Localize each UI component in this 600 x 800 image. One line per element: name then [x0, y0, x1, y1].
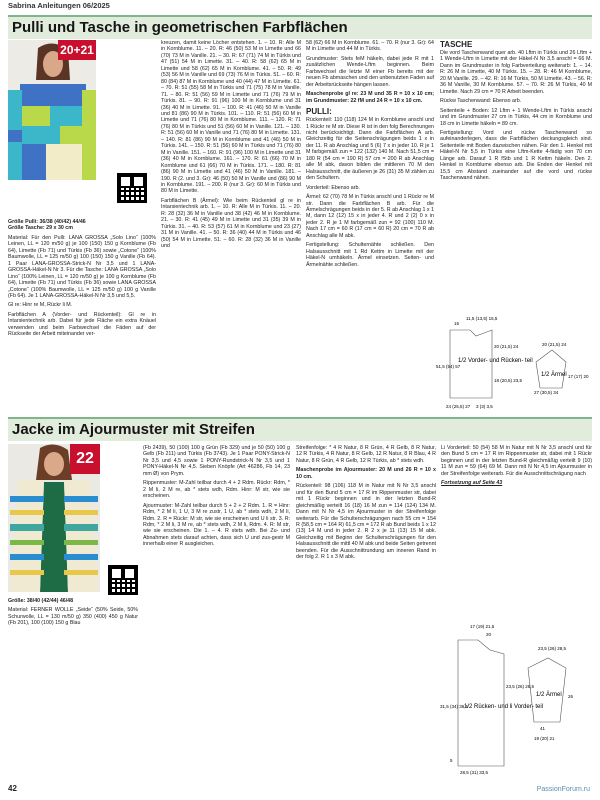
material-text: Material: FERNER WOLLE „Seide“ (50% Seide, 50% Schurwolle, LL = 130 m/50 g) 350 (400) 450 g Natur (Fb 201), 100 (100) 150 g Blau — [8, 607, 138, 627]
schematic-label: 1/2 Rücken- und li Vorder- teil — [464, 704, 544, 710]
pattern-number-badge: 20+21 — [58, 40, 96, 60]
schematic-label: 1/2 Vorder- und Rücken- teil — [458, 358, 533, 364]
dimension-label: 17 (17) 20 — [568, 374, 589, 379]
dimension-label: 5 — [450, 758, 453, 763]
pattern-number-badge: 22 — [70, 444, 100, 474]
section-title-bar — [8, 15, 592, 39]
dimension-label: 27 (30,5) 34 — [534, 390, 559, 395]
dimension-label: 15 — [454, 321, 460, 326]
dimension-label: 18 (20,5) 23,5 — [494, 378, 523, 383]
page-number: 42 — [8, 784, 17, 793]
qr-code-icon[interactable] — [108, 565, 138, 595]
text-paragraph: 58 (62) 66 M in Kornblume. 61. – 70. R (nur 3. Gr): 64 M in Limette und 44 M in Türkis. — [306, 40, 434, 53]
qr-code-icon[interactable] — [117, 173, 147, 203]
material-cont-text: (Fb 2439), 50 (100) 100 g Grün (Fb 329) und je 50 (50) 100 g Gelb (Fb 211) und Türkis (Fb 3743). Je 1 Paar PONY-Strick-N Nr 3,5 und 4,5 sowie 1 PONY-Rundstrick-N Nr 3,5 und 1 PONY-Häkel-N Nr 4,5. Sieben Knöpfe (Art 46286, Fb 14, 23 mm Ø) von Prym. — [143, 445, 290, 477]
text-column — [296, 445, 436, 780]
colour-rows-text: kreuzen, damit keine Löcher entstehen. 1. – 10. R: Alle M in Kornblume. 11. – 20. R: 46 (50) 53 M in Limette und 66 (70) 73 M in Vanille. 21. – 30. R: 67 (71) 74 M in Türkis und 47 (51) 54 M in Limette. 31. – 40. R: 58 (62) 65 M in Limette und 58 (62) 65 M in Kornblume. 41. – 50. R: 49 (53) 56 M in Vanille und 69 (73) 76 M in Türkis. 51. – 60. R: 80 (84) 87 M in Kornblume und 40 (44) 47 M in Limette. 61. – 70. R: 51 (55) 58 M in Türkis und 71 (75) 78 M in Vanille. 71. – 80. R: 51 (56) 59 M in Limette und 71 (76) 79 M in Türkis. 81. – 90. R: 91 (96) 100 M in Kornblume und 31 (36) 40 M in Limette. 91. – 100. R: 41 (46) 50 M in Vanille und 81 (86) 90 M in Türkis. 101. – 110. R: 51 (56) 60 M in Limette und 71 (76) 80 M in Kornblume. 111. – 120. R: 71 (76) 80 M in Türkis und 51 (56) 60 M in Vanille. 121. – 130. R: 51 (56) 60 M in Vanille und 71 (76) 80 M in Limette. 131. – 140. R: 81 (86) 90 M in Kornblume und 41 (46) 50 M in Türkis. 141. – 150. R: 51 (56) 60 M in Türkis und 71 (76) 80 M in Vanille. 151. – 160. R: 91 (96) 100 M in Limette und 31 (36) 40 M in Kornblume. 161. – 170. R: 61 (66) 70 M in Kornblume und 61 (66) 70 M in Türkis. 171. – 180. R: 81 (86) 90 M in Limette und 41 (46) 50 M in Vanille. 181. – 190. R (2. und 3. Gr): 46 (50) 50 M in Vanille und (86) 90 M in Kornblume. 191. – 200. R (nur 3. Gr): 60 M in Türkis und 80 M in Limette. — [161, 40, 301, 195]
magazine-header: Sabrina Anleitungen 06/2025 — [8, 1, 110, 10]
bag-sides-text: Seitenteile + Boden: 12 Lftm + 1 Wende-Lftm in Türkis anschl und im Grundmuster 27 cm in Türkis, 44 cm in Kornblume und 18 cm in Limette häkeln = 89 cm. — [440, 107, 592, 127]
dimension-label: 3 (3) 3,5 — [476, 404, 493, 409]
finishing-text: Fertigstellung: Schulternähte schließen. Den Halsausschnitt mit 1 Rd Kettm in Limette mit der Häkel-N umhäkeln. Ärmel einsetzen. Seiten- und Ärmelnähte schließen. — [306, 242, 434, 268]
gauge-text: Maschenprobe gl re: 23 M und 35 R = 10 x 10 cm; im Grundmuster: 22 fM und 24 R = 10 x 10 cm. — [306, 91, 434, 104]
dimension-label: 20 (21,5) 24 — [494, 344, 519, 349]
schematic-label: 1/2 Ärmel — [536, 692, 562, 698]
watermark: PassionForum.ru — [536, 786, 590, 793]
back-text: Rückenteil: 110 (118) 124 M in Kornblume anschl und 1 Rückr re M str. Diese R ist in den folg Berechnungen nicht berücksichtigt. Dann die Farbflächen A arb. Gleichzeitig für die Seitenschrägungen beids 1 x in der 11. R ab Anschlag und 5 (6) 7 x in jeder 10. R je 1 M farbgemäß zun = 122 (132) 140 M. Nach 51,5 cm = 180 R (54 cm = 190 R) 57 cm = 200 R ab Anschlag alle M abk, davon bilden die mittleren 70 M den Halsausschnitt, die äußeren je 26 (31) 35 M zählen zu den Schultern. — [306, 117, 434, 182]
basic-pattern-text: Grundmuster: Stets feM häkeln, dabei jede R mit 1 zusätzlichen Wende-Lftm beginnen. Beim Farbwechsel die letzte M einer Fb bereits mit der neuen Fb abmaschen und den unbenutzten Faden auf der Arbeitsrückseite hängen lassen. — [306, 55, 434, 88]
left-front-text: Li Vorderteil: 50 (54) 58 M in Natur mit N Nr 3,5 anschl und für den Bund 5 cm = 17 R im Rippenmuster str, dabei mit 1 Rückr beginnen und in der letzten Bund-R gleichmäßig verteilt 9 (10) 11 M zun = 59 (64) 69 M. Dann mit N Nr 4,5 im Ajourmuster in der Streifenfolge weiterarb. Für die Ausschnittschrägung nach — [441, 445, 592, 477]
text-column — [8, 598, 138, 658]
dimension-label: 17 (19) 21,5 — [470, 624, 495, 629]
dimension-label: 19 (20) 21 — [534, 736, 555, 741]
text-column — [440, 40, 592, 350]
dimension-label: 26 — [568, 694, 574, 699]
front-text: Vorderteil: Ebenso arb. — [306, 184, 360, 191]
dimension-label: 11,5 (13,5) 15,5 — [466, 316, 498, 321]
stripe-sequence-text: Streifenfolge: * 4 R Natur, 8 R Grün, 4 R Gelb, 8 R Natur, 12 R Türkis, 4 R Natur, 8 R Gelb, 12 R Natur, 8 R Blau, 4 R Natur, 8 R Grün, 4 R Gelb, 12 R Türkis, ab * stets wdh. — [296, 445, 436, 464]
dimension-label: 28,5 (31) 33,5 — [460, 770, 489, 775]
model-photo-cardigan — [8, 444, 100, 592]
dimension-label: 24 (25,5) 27 — [446, 404, 471, 409]
text-column — [8, 219, 156, 409]
subheading: TASCHE — [440, 40, 473, 49]
schematic-label: 1/2 Ärmel — [541, 372, 567, 378]
text-column — [306, 40, 434, 410]
colour-areas-text: Farbflächen A (Vorder- und Rückenteil): Gl re in Intarsientechnik arb. Dabei für jede Fläche ein extra Knäuel verwenden und beim Farbwechsel die Fäden auf der Rückseite der Arbeit miteinander ver- — [8, 311, 156, 338]
rib-pattern-text: Rippenmuster: M-Zahl teilbar durch 4 + 2 Rdm. Rückr: Rdm, * 2 M li, 2 M re, ab * stets wdh, Rdm. Hinr: M str, wie sie erscheinen. — [143, 480, 290, 500]
size-text: Größe: 38/40 (42/44) 46/48 — [8, 598, 74, 604]
dimension-label: 23,5 (26) 28,5 — [506, 684, 535, 689]
lace-pattern-text: Ajourmuster: M-Zahl teilbar durch 5 + 2 + 2 Rdm. 1. R = Hinr: Rdm, * 2 M li, 1 U, 3 M re zustr, 1 U, ab * stets wdh, 2 M li, Rdm. 2. R = Rückr: M str, wie sie erscheinen und U li str. 3. R: Rdm, * 2 M li, 3 M re, ab * stets wdh, 2 M li, Rdm. 4. R: M str, wie sie erscheinen. Die 1. – 4. R stets wdh. Bei Zu- und Abnahmen stets darauf achten, dass sich U und zus-gestr M innerhalb einer R ausgleichen. — [143, 502, 290, 548]
text-column — [161, 40, 301, 410]
section-title: Pulli und Tasche in geometrischen Farbflächen — [12, 19, 348, 36]
size-pulli: Größe Pulli: 36/38 (40/42) 44/46 — [8, 219, 86, 225]
section-title-bar — [8, 417, 592, 441]
bag-front-text: Die vord Taschenwand quer arb. 40 Lftm in Türkis und 26 Lftm + 1 Wende-Lftm in Limette mit der Häkel-N Nr 3,5 anschl = 66 M. Dann im Grundmuster in folg Farbverteilung weiterarb: 1. – 14. R: 26 M in Limette, 40 M Türkis. 15. – 28. R: 46 M Kornblume, 20 M Vanille. 29. – 42. R: 16 M Türkis, 50 M Limette. 43. – 56. R: 36 M Vanille, 30 M Kornblume. 57. – 70. R: 26 M Türkis, 40 M Limette. Nach 29 cm = 70 R Arbeit beenden. — [440, 50, 592, 95]
sleeve-colour-text: Farbflächen B (Ärmel): Wie beim Rückenteil gl re in Intarsientechnik arb. 1. – 10. R: Alle M in Türkis. 11. – 20. R: 28 (32) 36 M in Vanille und 38 (42) 46 M in Kornblume. 21. – 30. R: 41 (45) 49 M in Limette und 31 (35) 39 M in Türkis. 31. – 40. R: 53 (57) 61 M in Kornblume und 23 (27) 31 M in Vanille. 41. – 50. R: 36 (40) 44 M in Türkis und 46 (50) 54 M in Limette. 51. – 60. R: 28 (32) 36 M in Vanille und — [161, 197, 301, 250]
dimension-label: 20 — [486, 632, 492, 637]
bag-back-text: Rückw Taschenwand: Ebenso arb. — [440, 98, 522, 105]
dimension-label: 23,5 (26) 28,5 — [538, 646, 567, 651]
size-tasche: Größe Tasche: 29 x 30 cm — [8, 225, 73, 232]
sleeve-text: Ärmel: 62 (70) 78 M in Türkis anschl und 1 Rückr re M str. Dann die Farbflächen B arb. Für die Ärmelschrägungen beids in der 5. R ab Anschlag 1 x 1 M, dann 12 (12) 15 x in jeder 4. R und 2 (2) 0 x in jeder 2. R je 1 M farbgemäß zun = 92 (100) 110 M. Nach 17 cm = 60 R (17 cm = 60 R) 20 cm = 70 R ab Anschlag alle M abk. — [306, 194, 434, 239]
dimension-label: 51,5 (54) 57 — [436, 364, 461, 369]
text-column — [441, 445, 592, 555]
gauge-text: Maschenprobe im Ajourmuster: 20 M und 26 R = 10 x 10 cm. — [296, 467, 436, 480]
text-column — [143, 445, 290, 775]
dimension-label: 41 — [540, 726, 546, 731]
section-title: Jacke im Ajourmuster mit Streifen — [12, 421, 255, 438]
continuation-note: Fortsetzung auf Seite 43 — [441, 480, 503, 487]
dimension-label: 20 (21,5) 24 — [542, 342, 567, 347]
material-text: Material: Für den Pulli: LANA GROSSA „Solo Lino“ (100% Leinen, LL = 120 m/50 g) je 100 (150) 150 g Kornblume (Fb 64), Limette (Fb 71) und Türkis (Fb 36) sowie „Cotone“ (100% Baumwolle, LL = 125 m/50 g) 100 (150) 150 g Vanille (Fb 64). 1 Paar LANA-GROSSA-Strick-N Nr 3,5 und 1 LANA-GROSSA-Häkel-N Nr 3. Für die Tasche: LANA GROSSA „Solo Lino“ (100% Leinen, LL = 120 m/50 g) je 100 g Kornblume (Fb 64), Limette (Fb 71) und Türkis (Fb 36) sowie LANA GROSSA „Cotone“ (100% Baumwolle, LL = 125 m/50 g) 100 g Vanille (Fb 64). Je 1 LANA-GROSSA-Häkel-N Nr 3,5 und 5,5. — [8, 234, 156, 299]
model-photo-pullover — [8, 40, 96, 180]
back-text: Rückenteil: 98 (106) 118 M in Natur mit N Nr 3,5 anschl und für den Bund 5 cm = 17 R im Rippenmuster str, dabei mit 1 Rückr beginnen und in der letzten Bund-R gleichmäßig verteilt 16 (18) 16 M zun = 114 (124) 134 M. Dann mit N Nr 4,5 im Ajourmuster in der Streifenfolge weiterarb. Für die Schulterschrägungen nach 55 cm = 154 R (58,5 cm = 164 R) 61,5 cm = 172 R ab Bund beids 1 x 12 (13) 14 M und in jeder 2. R 2 x je 11 (13) 15 M abk. Gleichzeitig mit Beginn der Schulterschrägungen für den Halsausschnitt die mittl 40 M abk und beide Seiten getrennt beenden. Für die Ausschnittrundung am inneren Rand in der folg 2. R 1 x 3 M abk. — [296, 483, 436, 561]
schematic-cardigan — [438, 558, 594, 778]
dimension-label: 31,5 (34) 36,5 — [440, 704, 469, 709]
bag-finishing-text: Fertigstellung: Vord und rückw Taschenwand so aufeinanderlegen, dass die Farbflächen deckungsgleich sind. Seitenteile mit Boden dazwischen nähen. Für den 1. Henkel mit Häkel-N Nr 5,5 in Türkis eine Lftm-Kette 4-fädig von 70 cm Länge arb. Darauf 1 R fStb und 1 R Kettm häkeln. Den 2. Henkel in Kornblume ebenso arb. Die Enden der Henkel mit 15,5 cm Abstand zueinander auf die vord und rückw Taschenwand nähen. — [440, 129, 592, 182]
schematic-pullover — [436, 312, 592, 412]
stitch-text: Gl re: Hinr re M, Rückr li M. — [8, 302, 73, 309]
subheading: PULLI: — [306, 107, 332, 117]
